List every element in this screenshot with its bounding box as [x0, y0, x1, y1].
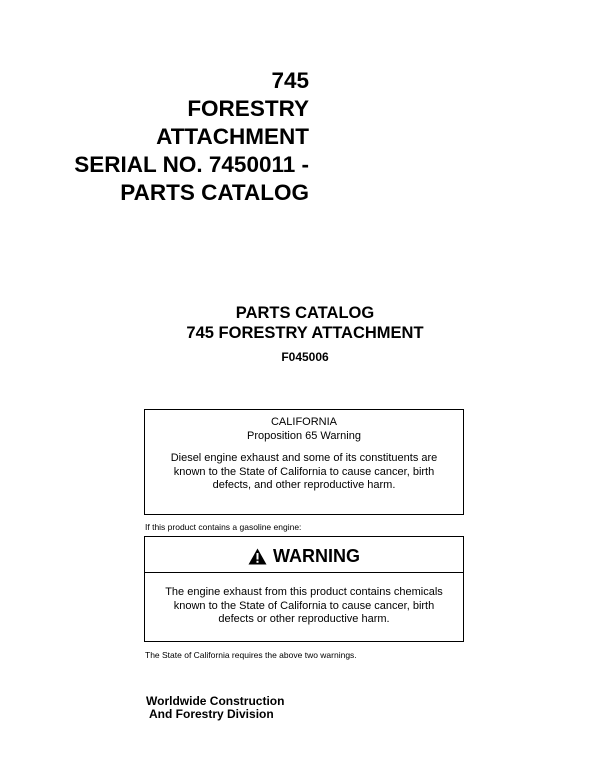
california-heading: CALIFORNIA [270, 416, 337, 428]
state-note: The State of California requires the above two warnings. [145, 650, 357, 660]
division-line-1: Worldwide Construction [146, 694, 285, 708]
warning-body-line: defects or other reproductive harm. [218, 613, 390, 625]
gasoline-note: If this product contains a gasoline engine: [145, 522, 302, 532]
catalog-code: F045006 [281, 350, 329, 364]
division-name [146, 695, 284, 721]
warning-heading [145, 545, 463, 567]
proposition-heading: Proposition 65 Warning [247, 429, 361, 442]
warning-body-line: known to the State of California to cause cancer, birth [173, 599, 435, 612]
california-body-line: known to the State of California to cause cancer, birth [173, 465, 435, 478]
subtitle-line-2: 745 FORESTRY ATTACHMENT [186, 324, 424, 342]
subtitle-line-1: PARTS CATALOG [235, 304, 375, 322]
warning-divider [145, 572, 463, 573]
title-line: PARTS CATALOG [120, 180, 309, 205]
warning-triangle-icon [248, 548, 267, 565]
title-line: 745 [271, 68, 309, 93]
warning-body-line: The engine exhaust from this product contains chemicals [165, 586, 443, 598]
california-body-line: defects, and other reproductive harm. [212, 479, 396, 491]
california-warning-box [144, 409, 464, 515]
title-line: SERIAL NO. 7450011 - [74, 152, 309, 177]
california-body-line: Diesel engine exhaust and some of its constituents are [170, 452, 438, 464]
title-line: FORESTRY [187, 96, 309, 121]
engine-warning-box [144, 536, 464, 642]
document-title [74, 67, 309, 207]
title-line: ATTACHMENT [156, 124, 309, 149]
catalog-subtitle [0, 303, 600, 365]
warning-label: WARNING [273, 546, 360, 566]
division-line-2: And Forestry Division [149, 707, 274, 721]
